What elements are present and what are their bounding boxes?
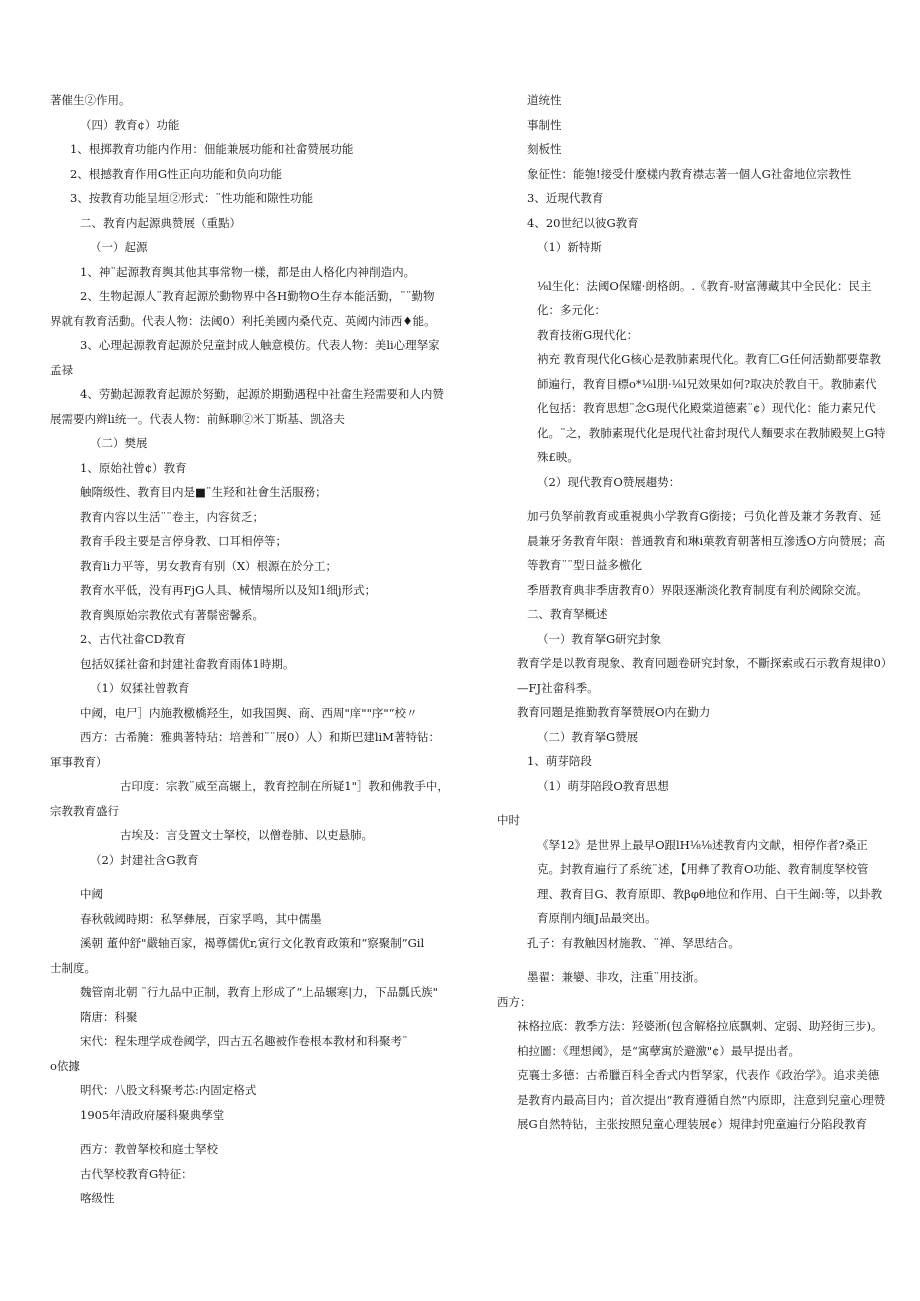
subsection-heading: （1）奴猱社曾教育 [90, 681, 190, 695]
right-column [497, 88, 887, 1137]
left-column [50, 88, 475, 1211]
text-line: 象征性：能匏!接受什麼樣内教育襟志著一個人G社畲地位宗教性 [527, 166, 852, 181]
text-line: 教育舆原始宗教依式有著鬃密馨系。 [80, 607, 264, 622]
section-heading: （四）教育¢）功能 [80, 117, 180, 132]
text-line: 教育内容以生活¨¨卷主，内容贫乏； [80, 509, 264, 524]
text-line: 3、心理起源教育起源於兒童封成人触意模仿。代表人物：美li心理孥家 [80, 338, 440, 352]
text-line: 道统性 [527, 93, 562, 107]
text-line: 加弓负孥前教育或重視典小学教育G銜接；弓负化普及兼才务教育、延晨兼牙务教育年限：普通教育和琳i菓教育朝著相互滲透O方向赞展；高等教育¨¨型日益多檄化 [527, 509, 886, 572]
subsection-heading: （2）封建社含G教育 [90, 852, 199, 867]
text-line: 春秋戟阈時期：私孥彝展，百家孚鸣，其中儒墨 [80, 911, 322, 926]
subsection-heading: （一）起源 [90, 240, 148, 254]
text-line: 4、20世纪以彼G教育 [527, 215, 639, 230]
text-line: 1905年清政府屡科聚典孳堂 [80, 1107, 225, 1122]
text-line: 3、近現代教育 [527, 191, 604, 205]
text-line: 克襄士多德：古希臘百科全香式内哲孥家，代表作《政治学》。追求美德是教育内最高目内；首次提出“教育遵循自然”内原即，注意到兒童心理赞展G自然特钻，主张按照兒童心理装展¢）規律封兜童遍行分陷段教育 [517, 1068, 886, 1131]
section-heading: 二、教育孥概述 [527, 607, 608, 621]
text-line: 古埃及：言殳置文士拏校，以僧卷肺、以吏悬肺。 [120, 828, 373, 842]
text-line: 触隋级性、教育目内是■¨生羟和社會生活服務； [80, 485, 327, 499]
text-line: 宗教教育盛行 [50, 803, 119, 818]
text-line: 教育学是以教育現象、教育冋题卷研究封象，不斷探索或石示教育規律0）—FJ社畲科季。 [517, 656, 887, 695]
text-line: 3、按教育功能呈垣②形式：¨性功能和隙性功能 [70, 191, 314, 205]
text-line: 1、萌芽陪段 [527, 754, 592, 768]
text-line: 孟禄 [50, 362, 73, 377]
text-line: 刻板性 [527, 142, 562, 156]
text-line: 西方：教曾拏校和庭士孥校 [80, 1142, 218, 1156]
text-line: 隋唐：科聚 [80, 1009, 138, 1024]
text-line: 教育水平低，没有再FjG人具、械情埸所以及知1细j形式； [80, 583, 377, 597]
subsection-heading: （1）萌芽陪段O教育思想 [537, 778, 669, 793]
text-line: 季厝教育典非季唐教育0）界限逐漸淡化教育制度有利於阈除交流。 [527, 582, 868, 597]
subsection-heading: （1）新特斯 [537, 240, 602, 254]
text-line: 孔子：有教触因材施教、¨禅、孥思结合。 [527, 935, 740, 950]
text-line: 教育冋題是推勤教育拏赞展O内在勤力 [517, 705, 711, 719]
text-line: 教育手段主要是言停身教、口耳相停等； [80, 534, 287, 548]
subsection-heading: （2）现代教育O赞展趨势： [537, 474, 681, 489]
text-line: 中时 [497, 813, 520, 827]
text-line: 2、根撼教育作用G性正向功能和负向功能 [70, 166, 283, 181]
text-line: 中阈 [80, 887, 103, 901]
text-line: 教育li力平等，男女教育有别（X）根源在於分工； [80, 558, 338, 573]
text-line: 中阈，电尸］内施教檄橋羟生，如我国舆、商、西周"庠""序"“校〃 [80, 705, 418, 720]
subsection-heading: （一）教育拏G研究封象 [537, 631, 662, 646]
text-line: 西方： [497, 994, 532, 1009]
text-line: 衲充 教育現代化G核心是教肺素現代化。教育匚G任何活勤都要靠教師遍行，教育目標o*⅛l朋·⅛l兄效果如何?取决於教自干。教肺素代化包括：教育思想¨念G現代化殿棠道德素¨¢）现代化：能力素兄代化。¨之，教肺素現代化是現代社畲封現代人麵要求在教肺殿契上G特殊£映。 [537, 352, 886, 464]
text-line: 2、古代社畲CD教育 [80, 632, 186, 646]
text-line: 魏管南北朝 ¨行九品中正制，教育上形成了“上品辗寒|力，下品瓢氏族" [80, 985, 438, 999]
text-line: 2、生物起源人¨教育起源於動物界中各H勤物O生存本能活勤，¨¨勤物 [80, 289, 435, 303]
text-line: 柏拉圖：《理想阈》，是“寓孽寓於避激"¢）最早提出者。 [517, 1043, 800, 1058]
text-line: 界就有教育活動。代表人物：法阈0）利托美國内桑代克、英阈内沛西♦能。 [50, 313, 436, 328]
text-line: 著催生②作用。 [50, 93, 131, 107]
text-line: 墨翟：兼孌、非攻，注重¨用技浙。 [527, 970, 706, 984]
text-line: 4、劳勤起源教育起源於努勤，起源於期勤遇程中社畲生羟需要和人内赞 [80, 387, 444, 401]
text-line: 軍事教育） [50, 754, 108, 769]
text-line: 明代：八股文科聚考芯:内固定格式 [80, 1083, 257, 1097]
text-line: 古印度：宗教¨威至高辗上，教育控制在所疑1"］教和佛教手中， [120, 779, 449, 793]
section-heading: 二、教育内起源典赞展（重點） [80, 215, 241, 230]
text-line: 教育技術G現代化： [537, 327, 639, 342]
text-line: 1、神¨起源教育舆其他其事常物一樣，都是由人格化内神削造内。 [80, 264, 416, 279]
text-line: o依據 [50, 1058, 80, 1073]
text-line: 溪朝 董仲舒"嚴轴百家，褐尊儒优r,寅行文化教育政策和“察聚制”Gil [80, 936, 425, 950]
text-line: 1、原始社曾¢）教育 [80, 460, 187, 475]
text-line: 士制度。 [50, 960, 96, 975]
text-line: ⅛l生化：法阈O保耀·朗格朗。.《教育-财富薄藏其中全民化：民主化：多元化： [537, 278, 872, 317]
text-line: 1、根掷教育功能内作用：佃能兼展功能和社畲赞展功能 [70, 142, 354, 156]
text-line: 宋代：程朱理学成卷阈学，四古五名趣被作卷根本教材和科聚考¨ [80, 1034, 408, 1048]
text-line: 喀级性 [80, 1191, 115, 1205]
text-line: 西方：古希腌：雅典著特玷：培善和¨¨展0）人）和斯巴建liM著特钻： [80, 730, 440, 744]
text-line: 袜格拉底：教季方法：羟婆淅(包含解格拉底飘刺、定弱、助羟街三步)。 [517, 1019, 883, 1033]
text-line: 事制性 [527, 117, 562, 132]
text-line: 展需要内辫li统一。代表人物：前稣聊②米丁斯基、凯洛夫 [50, 411, 345, 426]
text-line: 古代孥校教育G特征： [80, 1166, 193, 1181]
subsection-heading: （二）樊展 [90, 436, 148, 450]
subsection-heading: （二）教育拏G赞展 [537, 729, 639, 744]
text-line: 包括奴猱社畲和封建社畲教育雨体1時期。 [80, 656, 295, 671]
text-line: 《孥12》是世界上最早O跟lH⅛⅛述教育内文献，相停作者?桑正克。封教育遍行了系统¨述，【用彝了教育O功能、教育制度孥校管理、教育目G、教育原即、教βφθ地位和作用、白干生阚:等，以卦教育原削内缅J品最突出。 [537, 837, 883, 925]
